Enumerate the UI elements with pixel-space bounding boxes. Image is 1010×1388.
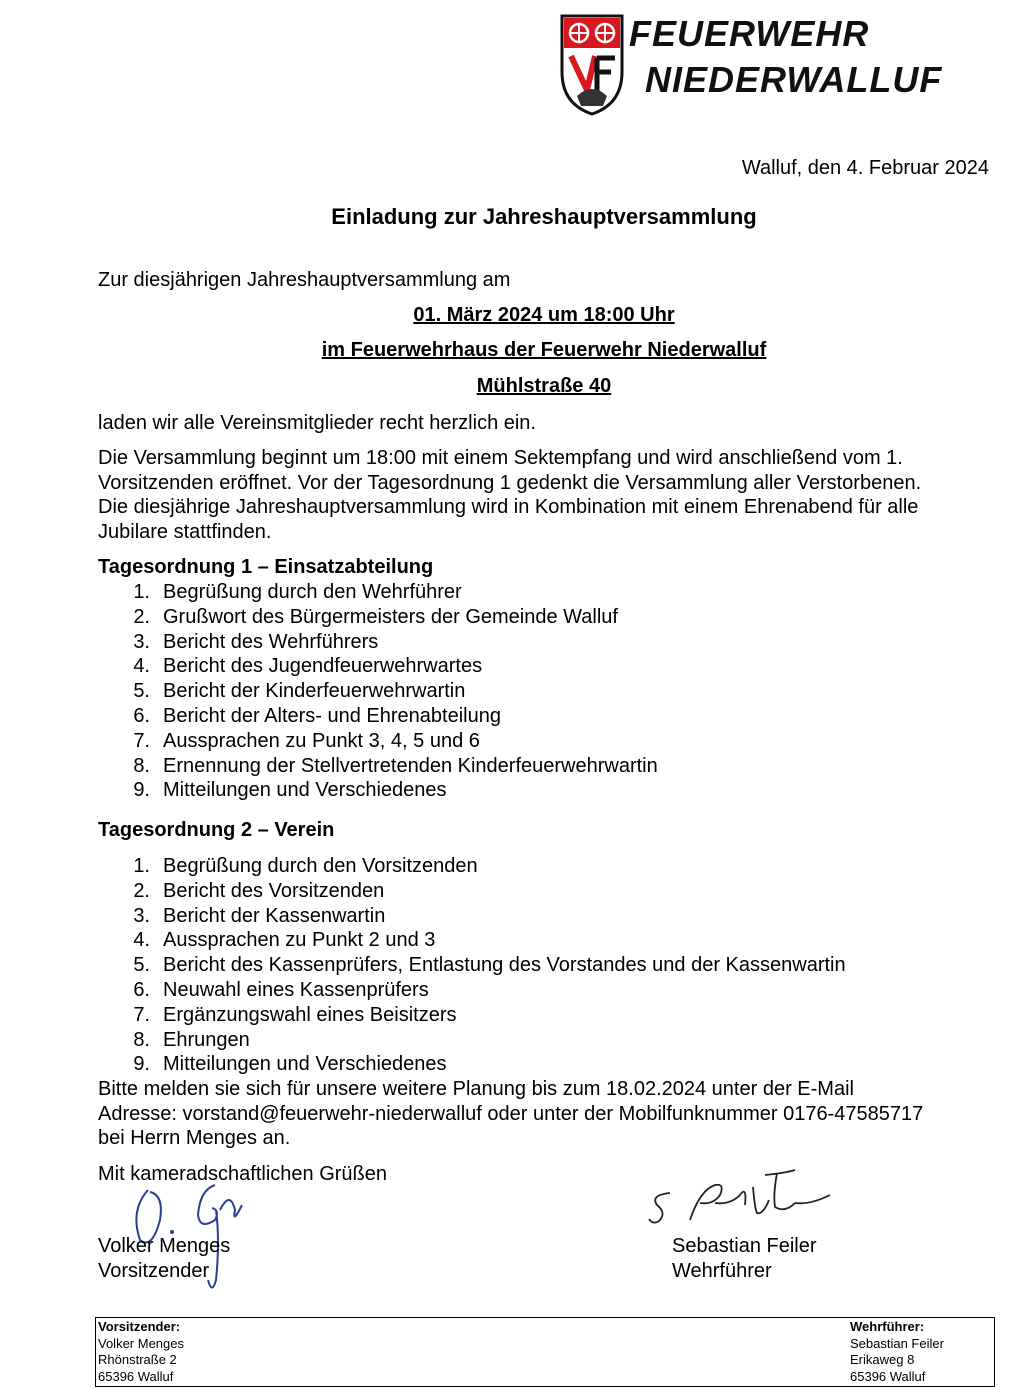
event-datetime: 01. März 2024 um 18:00 Uhr <box>413 304 675 326</box>
agenda-item <box>98 630 658 655</box>
letter-title: Einladung zur Jahreshauptversammlung <box>331 204 757 229</box>
footer-left-line: Volker Menges <box>98 1335 184 1351</box>
event-street: Mühlstraße 40 <box>476 375 612 397</box>
footer-right-line: Erikaweg 8 <box>850 1352 915 1367</box>
agenda-item <box>98 1003 846 1028</box>
agenda-item-number: 1. <box>133 855 150 877</box>
agenda-item <box>98 580 658 605</box>
agenda-item-number: 7. <box>133 1003 150 1026</box>
agenda-item-text: Ernennung der Stellvertretenden Kinderfeuerwehrwartin <box>163 754 658 777</box>
agenda-item <box>98 654 658 679</box>
agenda-item-text: Aussprachen zu Punkt 3, 4, 5 und 6 <box>163 729 480 752</box>
agenda-item <box>98 904 846 929</box>
agenda-item <box>98 854 846 879</box>
agenda-item-number: 6. <box>133 978 150 1001</box>
footer-left-label: Vorsitzender: <box>98 1319 181 1334</box>
agenda-item-text: Mitteilungen und Verschiedenes <box>163 779 447 802</box>
agenda-item-text: Bericht des Kassenprüfers, Entlastung des Vorstandes und der Kassenwartin <box>163 954 846 977</box>
agenda-item-text: Grußwort des Bürgermeisters der Gemeinde Walluf <box>163 605 618 628</box>
agenda-item-text: Begrüßung durch den Vorsitzenden <box>163 855 478 877</box>
agenda-item-text: Bericht des Vorsitzenden <box>163 879 385 902</box>
signer-right-name: Sebastian Feiler <box>672 1235 817 1257</box>
agenda-item-text: Mitteilungen und Verschiedenes <box>163 1053 447 1076</box>
agenda-item-text: Bericht der Kinderfeuerwehrwartin <box>163 680 466 703</box>
signer-left <box>98 1234 230 1283</box>
agenda-item <box>98 978 846 1003</box>
agenda-item <box>98 754 658 779</box>
footer-left <box>98 1319 184 1385</box>
intro-text: Zur diesjährigen Jahreshauptversammlung am <box>98 269 511 291</box>
agenda-item-number: 1. <box>133 581 150 603</box>
signature-feiler-icon <box>645 1165 835 1235</box>
closing-line: Bitte melden sie sich für unsere weitere Planung bis zum 18.02.2024 unter der E-Mail <box>98 1078 854 1100</box>
agenda-2-heading: Tagesordnung 2 – Verein <box>98 819 335 841</box>
agenda-item <box>98 928 846 953</box>
footer-left-line: Rhönstraße 2 <box>98 1352 177 1367</box>
footer-right-label: Wehrführer: <box>850 1319 925 1334</box>
signer-left-role: Vorsitzender <box>98 1259 210 1282</box>
agenda-item-text: Bericht der Kassenwartin <box>163 904 386 927</box>
agenda-item-number: 2. <box>133 879 150 902</box>
intro-paragraph <box>98 446 998 544</box>
event-place: im Feuerwehrhaus der Feuerwehr Niederwalluf <box>321 339 767 361</box>
logo-line-2: NIEDERWALLUF <box>645 59 943 100</box>
agenda-item-number: 2. <box>133 605 150 628</box>
agenda-item <box>98 1028 846 1053</box>
agenda-2-list <box>98 854 846 1077</box>
paragraph-line: Die Versammlung beginnt um 18:00 mit einem Sektempfang und wird anschließend vom 1. <box>98 447 903 469</box>
agenda-item-number: 3. <box>133 630 150 653</box>
agenda-item-number: 5. <box>133 680 150 703</box>
agenda-item-number: 9. <box>133 779 150 802</box>
paragraph-line: Die diesjährige Jahreshauptversammlung wird in Kombination mit einem Ehrenabend für alle <box>98 496 919 519</box>
agenda-item-text: Bericht des Jugendfeuerwehrwartes <box>163 655 483 678</box>
logo-line-1: FEUERWEHR <box>629 13 870 54</box>
paragraph-line: Vorsitzenden eröffnet. Vor der Tagesordnung 1 gedenkt die Versammlung aller Verstorbenen. <box>98 471 922 494</box>
agenda-item-text: Neuwahl eines Kassenprüfers <box>163 978 429 1001</box>
closing-line: bei Herrn Menges an. <box>98 1127 291 1150</box>
agenda-item-number: 8. <box>133 754 150 777</box>
agenda-item-text: Aussprachen zu Punkt 2 und 3 <box>163 929 436 952</box>
agenda-item <box>98 778 658 803</box>
fire-brigade-logo <box>557 8 942 120</box>
agenda-item-number: 8. <box>133 1028 150 1051</box>
agenda-item-number: 3. <box>133 904 150 927</box>
agenda-item-number: 6. <box>133 704 150 727</box>
paragraph-line: Jubilare stattfinden. <box>98 520 272 543</box>
coat-of-arms-icon <box>557 12 627 116</box>
agenda-1-heading: Tagesordnung 1 – Einsatzabteilung <box>98 556 434 578</box>
signer-right-role: Wehrführer <box>672 1259 772 1282</box>
signer-left-name: Volker Menges <box>98 1235 231 1257</box>
footer-right <box>850 1319 944 1385</box>
closing-line: Adresse: vorstand@feuerwehr-niederwalluf oder unter der Mobilfunknummer 0176-47585717 <box>98 1102 924 1125</box>
agenda-item-number: 4. <box>133 929 150 952</box>
agenda-item-number: 7. <box>133 729 150 752</box>
agenda-item <box>98 1052 846 1077</box>
agenda-1-list <box>98 580 658 803</box>
signer-right <box>672 1234 817 1283</box>
greeting: Mit kameradschaftlichen Grüßen <box>98 1163 388 1185</box>
agenda-item-text: Bericht der Alters- und Ehrenabteilung <box>163 704 501 727</box>
agenda-item-number: 5. <box>133 954 150 977</box>
footer-left-line: 65396 Walluf <box>98 1368 174 1384</box>
closing-paragraph <box>98 1077 998 1151</box>
letter-date: Walluf, den 4. Februar 2024 <box>741 157 989 179</box>
agenda-item-text: Ergänzungswahl eines Beisitzers <box>163 1003 457 1026</box>
agenda-item <box>98 605 658 630</box>
invite-text: laden wir alle Vereinsmitglieder recht herzlich ein. <box>98 412 536 434</box>
agenda-item <box>98 953 846 978</box>
agenda-item-number: 4. <box>133 655 150 678</box>
footer-right-line: Sebastian Feiler <box>850 1335 944 1351</box>
agenda-item <box>98 704 658 729</box>
agenda-item <box>98 879 846 904</box>
agenda-item <box>98 729 658 754</box>
agenda-item-text: Bericht des Wehrführers <box>163 630 379 653</box>
agenda-item <box>98 679 658 704</box>
agenda-item-text: Ehrungen <box>163 1028 250 1051</box>
agenda-item-text: Begrüßung durch den Wehrführer <box>163 581 462 603</box>
letter-footer <box>95 1317 995 1387</box>
agenda-item-number: 9. <box>133 1053 150 1076</box>
footer-right-line: 65396 Walluf <box>850 1368 926 1384</box>
